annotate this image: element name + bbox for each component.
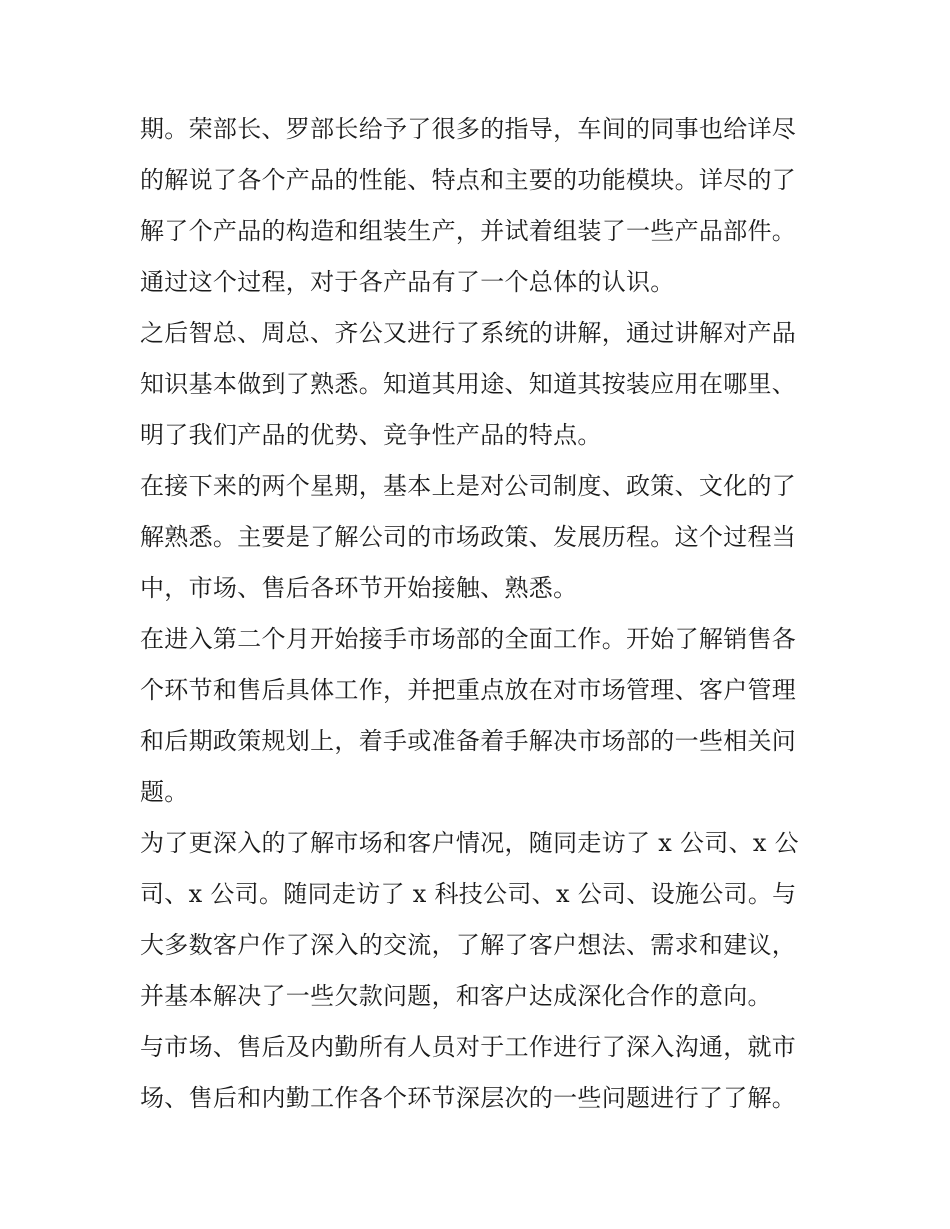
text-line: 期。荣部长、罗部长给予了很多的指导，车间的同事也给详尽 (140, 115, 797, 143)
text-line: 解了个产品的构造和组装生产，并试着组装了一些产品部件。 (140, 217, 797, 245)
text-line: 个环节和售后具体工作，并把重点放在对市场管理、客户管理 (140, 676, 797, 704)
text-line: 和后期政策规划上，着手或准备着手解决市场部的一些相关问 (140, 727, 797, 755)
text-line: 并基本解决了一些欠款问题，和客户达成深化合作的意向。 (140, 982, 772, 1010)
text-line: 与市场、售后及内勤所有人员对于工作进行了深入沟通，就市 (140, 1033, 797, 1061)
text-line: 题。 (140, 778, 189, 806)
text-line: 场、售后和内勤工作各个环节深层次的一些问题进行了了解。 (140, 1084, 797, 1112)
text-line: 司、x 公司。随同走访了 x 科技公司、x 公司、设施公司。与 (140, 880, 797, 908)
text-line: 中，市场、售后各环节开始接触、熟悉。 (140, 574, 578, 602)
text-line: 大多数客户作了深入的交流，了解了客户想法、需求和建议， (140, 931, 797, 959)
text-line: 在进入第二个月开始接手市场部的全面工作。开始了解销售各 (140, 625, 797, 653)
text-line: 知识基本做到了熟悉。知道其用途、知道其按装应用在哪里、 (140, 370, 797, 398)
text-line: 的解说了各个产品的性能、特点和主要的功能模块。详尽的了 (140, 166, 797, 194)
text-line: 为了更深入的了解市场和客户情况，随同走访了 x 公司、x 公 (140, 829, 799, 857)
document-body (140, 104, 820, 1124)
text-line: 明了我们产品的优势、竞争性产品的特点。 (140, 421, 602, 449)
text-line: 之后智总、周总、齐公又进行了系统的讲解，通过讲解对产品 (140, 319, 797, 347)
text-line: 解熟悉。主要是了解公司的市场政策、发展历程。这个过程当 (140, 523, 797, 551)
text-line: 在接下来的两个星期，基本上是对公司制度、政策、文化的了 (140, 472, 797, 500)
text-line: 通过这个过程，对于各产品有了一个总体的认识。 (140, 268, 675, 296)
